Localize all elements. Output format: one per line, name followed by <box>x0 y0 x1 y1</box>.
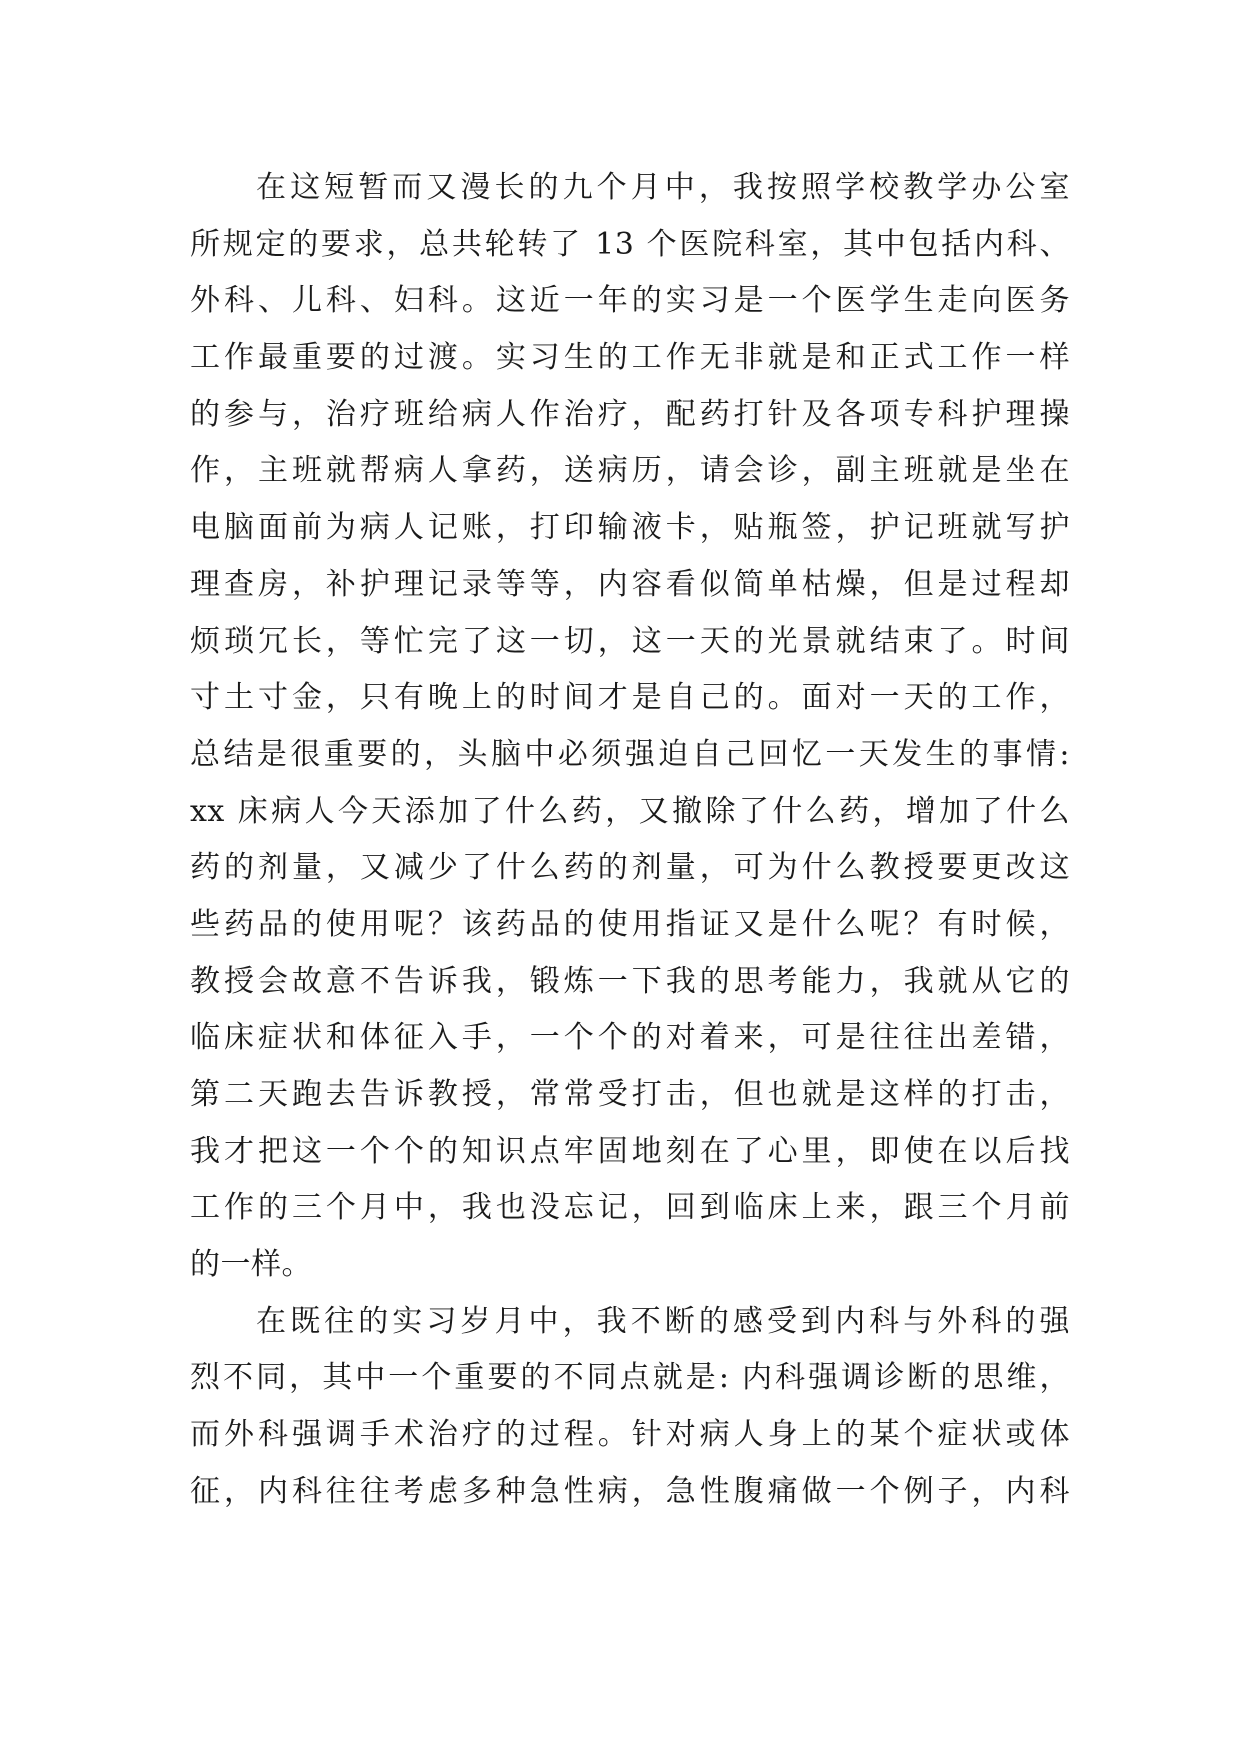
text-line: 些药品的使用呢？该药品的使用指证又是什么呢？有时候， <box>190 906 1070 942</box>
text-line: 所规定的要求，总共轮转了 13 个医院科室，其中包括内科、 <box>190 226 1070 262</box>
text-line: xx 床病人今天添加了什么药，又撤除了什么药，增加了什么 <box>190 793 1070 829</box>
text-line: 在这短暂而又漫长的九个月中，我按照学校教学办公室 <box>256 170 1070 205</box>
text-line: 我才把这一个个的知识点牢固地刻在了心里，即使在以后找 <box>190 1133 1070 1169</box>
paragraph-1 <box>190 160 1070 1294</box>
text-line: 临床症状和体征入手，一个个的对着来，可是往往出差错， <box>190 1020 1070 1056</box>
text-line: 第二天跑去告诉教授，常常受打击，但也就是这样的打击， <box>190 1077 1070 1112</box>
text-line: 的一样。 <box>190 1247 312 1283</box>
text-line: 作，主班就帮病人拿药，送病历，请会诊，副主班就是坐在 <box>190 453 1070 489</box>
text-line: 理查房，补护理记录等等，内容看似简单枯燥，但是过程却 <box>190 566 1070 602</box>
text-line: 工作最重要的过渡。实习生的工作无非就是和正式工作一样 <box>190 340 1070 376</box>
text-line: 烈不同，其中一个重要的不同点就是: 内科强调诊断的思维， <box>190 1360 1070 1396</box>
text-line: 在既往的实习岁月中，我不断的感受到内科与外科的强 <box>256 1303 1070 1339</box>
text-line: 征，内科往往考虑多种急性病，急性腹痛做一个例子，内科 <box>190 1473 1070 1509</box>
text-line: 电脑面前为病人记账，打印输液卡，贴瓶签，护记班就写护 <box>190 510 1070 546</box>
text-line: 而外科强调手术治疗的过程。针对病人身上的某个症状或体 <box>190 1417 1070 1453</box>
text-line: 外科、儿科、妇科。这近一年的实习是一个医学生走向医务 <box>190 283 1070 319</box>
paragraph-2 <box>190 1294 1070 1521</box>
text-line: 寸土寸金，只有晚上的时间才是自己的。面对一天的工作， <box>190 680 1070 716</box>
text-line: 的参与，治疗班给病人作治疗，配药打针及各项专科护理操 <box>190 396 1070 432</box>
text-line: 药的剂量，又减少了什么药的剂量，可为什么教授要更改这 <box>190 850 1070 886</box>
text-line: 教授会故意不告诉我，锻炼一下我的思考能力，我就从它的 <box>190 963 1070 999</box>
text-line: 烦琐冗长，等忙完了这一切，这一天的光景就结束了。时间 <box>190 623 1070 659</box>
text-line: 工作的三个月中，我也没忘记，回到临床上来，跟三个月前 <box>190 1190 1070 1226</box>
body-text <box>190 160 1070 1521</box>
text-line: 总结是很重要的，头脑中必须强迫自己回忆一天发生的事情: <box>190 736 1070 772</box>
